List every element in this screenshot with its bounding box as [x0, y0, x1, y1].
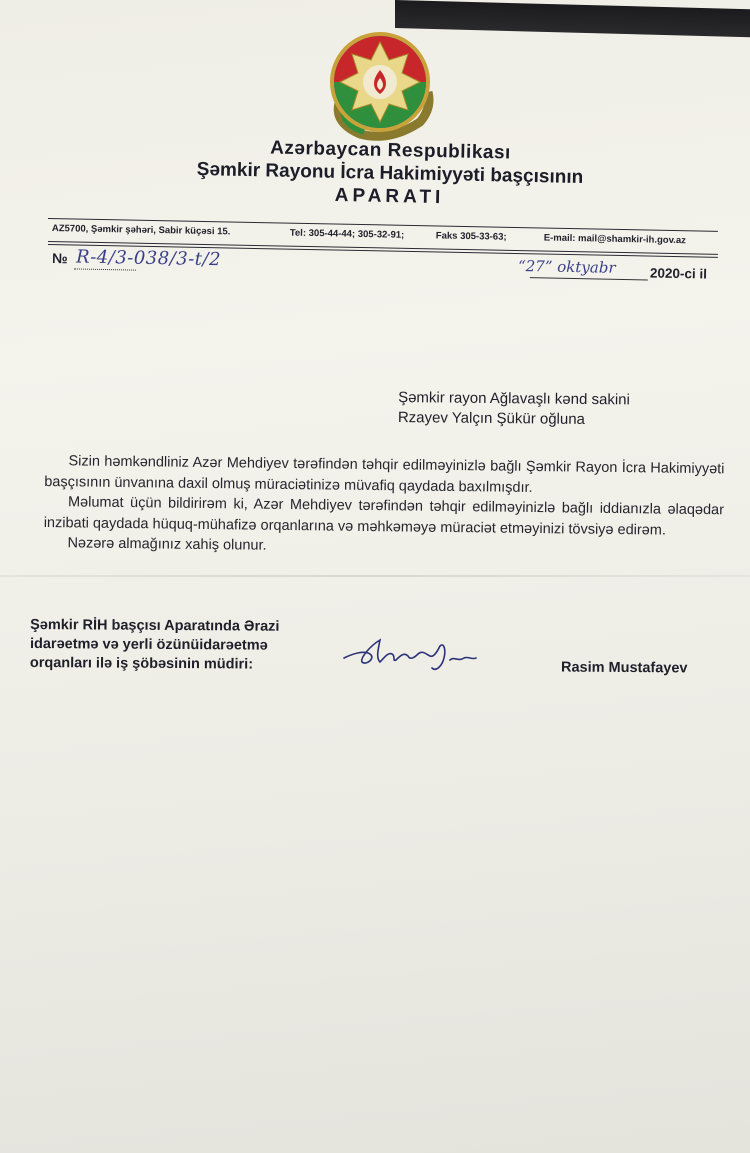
addressee-block [398, 388, 630, 430]
body-paragraph: Sizin həmkəndliniz Azər Mehdiyev tərəfindən təhqir edilməyinizlə bağlı Şəmkir Rayon İcra Hakimiyyəti başçısının ünvanına daxil olmuş müraciətinizə müvafiq qaydada baxılmışdır. [44, 453, 725, 496]
registration-date: “27” oktyabr [517, 256, 616, 277]
addressee-line-1: Şəmkir rayon Ağlavaşlı kənd sakini [398, 389, 630, 409]
registration-number: R-4/3-038/3-t/2 [75, 246, 222, 271]
registration-year: 2020-ci il [649, 265, 708, 282]
header-apparatus: APARATI [334, 184, 445, 209]
contact-fax: Faks 305-33-63; [435, 230, 507, 243]
background-edge [395, 0, 750, 37]
number-underline [74, 268, 136, 270]
signer-name: Rasim Mustafayev [560, 659, 688, 677]
registration-line [51, 246, 722, 293]
azerbaijan-state-emblem-icon [318, 22, 442, 144]
header-authority: Şəmkir Rayonu İcra Hakimiyyəti başçısının [196, 158, 584, 189]
signatory-title-line-3: orqanları ilə iş şöbəsinin müdiri: [29, 654, 254, 673]
contact-address: AZ5700, Şəmkir şəhəri, Sabir küçəsi 15. [51, 223, 231, 238]
addressee-line-2: Rzayev Yalçın Şükür oğluna [397, 408, 586, 428]
number-label: № [51, 250, 68, 267]
body-paragraph: Məlumat üçün bildirirəm ki, Azər Mehdiyev tərəfindən təhqir edilməyinizlə bağlı iddianızla əlaqədar inzibati qaydada hüquq-mühafizə orqanlarına və məhkəməyə müraciət etməyinizi tövsiyə edirəm. [43, 494, 725, 539]
signatory-title-line-2: idarəetmə və yerli özünüidarəetmə [29, 636, 268, 654]
signatory-title [30, 616, 280, 675]
document-header [149, 135, 630, 213]
handwritten-signature [340, 628, 480, 678]
body-paragraph: Nəzərə almağınız xahiş olunur. [67, 535, 267, 554]
contact-email: E-mail: mail@shamkir-ih.gov.az [543, 232, 687, 247]
letter-body [43, 451, 724, 562]
header-country: Azərbaycan Respublikası [269, 137, 512, 164]
signatory-title-line-1: Şəmkir RİH başçısı Aparatında Ərazi [30, 617, 280, 635]
date-underline [530, 277, 648, 280]
contact-phone: Tel: 305-44-44; 305-32-91; [289, 227, 405, 241]
paper-fold-line [0, 575, 750, 577]
